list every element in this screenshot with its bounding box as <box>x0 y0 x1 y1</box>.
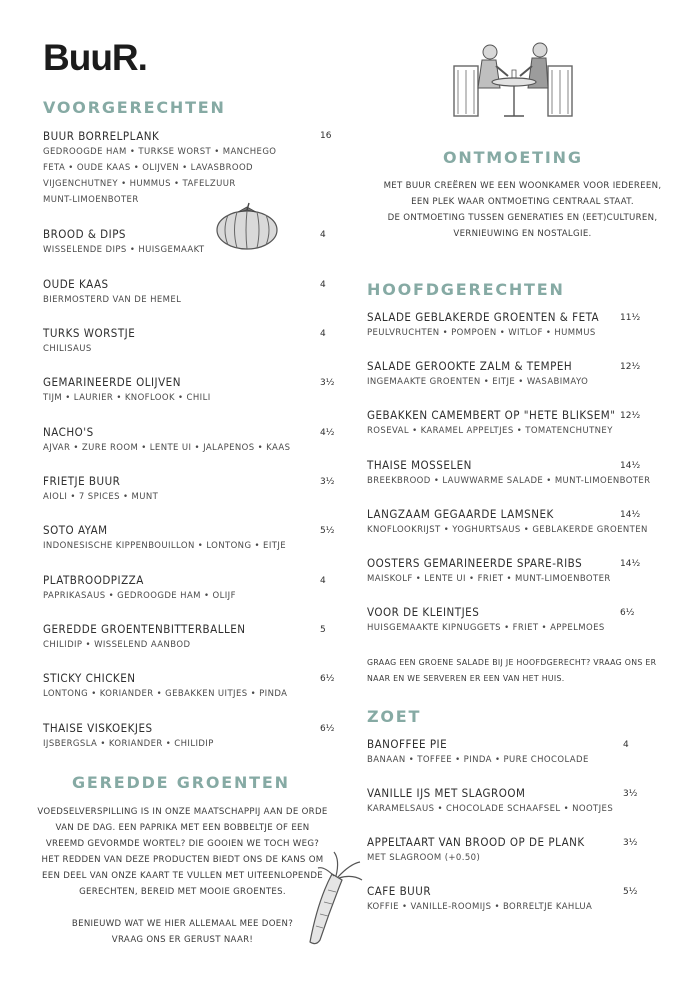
item-name: GEMARINEERDE OLIJVEN <box>43 375 181 389</box>
tomato-illustration <box>214 201 280 251</box>
note-line: GRAAG EEN GROENE SALADE BIJ JE HOOFDGERECHT? VRAAG ONS ER <box>367 658 657 667</box>
item-desc: BIERMOSTERD VAN DE HEMEL <box>43 295 182 305</box>
item-price: 3½ <box>320 477 335 487</box>
item-desc: GEDROOGDE HAM • TURKSE WORST • MANCHEGO <box>43 147 277 157</box>
text-line: VRAAG ONS ER GERUST NAAR! <box>111 935 254 945</box>
menu-item <box>43 276 343 308</box>
item-name: BANOFFEE PIE <box>367 737 448 751</box>
section-title-voorgerechten: VOORGERECHTEN <box>43 98 226 117</box>
item-price: 14½ <box>620 461 641 471</box>
item-price: 4 <box>320 576 326 586</box>
menu-item <box>43 374 343 406</box>
menu-item <box>367 785 667 817</box>
menu-item <box>43 720 343 752</box>
menu-item <box>43 325 343 357</box>
menu-item <box>43 473 343 505</box>
item-name: TURKS WORSTJE <box>43 326 136 340</box>
item-price: 4 <box>320 329 326 339</box>
item-price: 14½ <box>620 510 641 520</box>
menu-item <box>43 424 343 456</box>
text-line: GERECHTEN, BEREID MET MOOIE GROENTES. <box>79 887 286 897</box>
item-price: 6½ <box>320 674 335 684</box>
item-desc: FETA • OUDE KAAS • OLIJVEN • LAVASBROOD <box>43 163 254 173</box>
item-desc: WISSELENDE DIPS • HUISGEMAAKT <box>43 245 205 255</box>
item-name: BUUR BORRELPLANK <box>43 129 160 143</box>
item-desc: AIOLI • 7 SPICES • MUNT <box>43 492 159 502</box>
text-line: DE ONTMOETING TUSSEN GENERATIES EN (EET)CULTUREN, <box>387 213 658 223</box>
item-name: SALADE GEROOKTE ZALM & TEMPEH <box>367 359 573 373</box>
menu-item <box>43 572 343 604</box>
item-desc: PAPRIKASAUS • GEDROOGDE HAM • OLIJF <box>43 591 236 601</box>
item-name: PLATBROODPIZZA <box>43 573 144 587</box>
item-desc: PEULVRUCHTEN • POMPOEN • WITLOF • HUMMUS <box>367 328 596 338</box>
item-name: OUDE KAAS <box>43 277 109 291</box>
text-line: VREEMD GEVORMDE WORTEL? DIE GOOIEN WE TOCH WEG? <box>45 839 320 849</box>
menu-item <box>43 128 343 208</box>
item-desc: INGEMAAKTE GROENTEN • EITJE • WASABIMAYO <box>367 377 589 387</box>
item-price: 14½ <box>620 559 641 569</box>
item-price: 4 <box>623 740 629 750</box>
item-name: SALADE GEBLAKERDE GROENTEN & FETA <box>367 310 600 324</box>
carrot-illustration <box>288 850 364 950</box>
item-price: 12½ <box>620 411 641 421</box>
item-price: 4 <box>320 280 326 290</box>
text-line: VAN DE DAG. EEN PAPRIKA MET EEN BOBBELTJE OF EEN <box>55 823 310 833</box>
item-desc: MAISKOLF • LENTE UI • FRIET • MUNT-LIMOENBOTER <box>367 574 611 584</box>
menu-item <box>367 736 667 768</box>
item-name: NACHO'S <box>43 425 94 439</box>
text-line: EEN DEEL VAN ONZE KAART TE VULLEN MET UITEENLOPENDE <box>42 871 323 881</box>
item-desc: BREEKBROOD • LAUWWARME SALADE • MUNT-LIMOENBOTER <box>367 476 651 486</box>
item-desc: CHILIDIP • WISSELEND AANBOD <box>43 640 191 650</box>
text-line: HET REDDEN VAN DEZE PRODUCTEN BIEDT ONS DE KANS OM <box>41 855 324 865</box>
section-title-zoet: ZOET <box>367 707 422 726</box>
item-name: GEREDDE GROENTENBITTERBALLEN <box>43 622 246 636</box>
item-name: BROOD & DIPS <box>43 227 127 241</box>
menu-item <box>367 834 667 866</box>
item-price: 12½ <box>620 362 641 372</box>
item-desc: MUNT-LIMOENBOTER <box>43 195 139 205</box>
item-name: CAFE BUUR <box>367 884 432 898</box>
item-desc: KARAMELSAUS • CHOCOLADE SCHAAFSEL • NOOTJES <box>367 804 614 814</box>
menu-item <box>43 226 343 258</box>
text-line: VOEDSELVERSPILLING IS IN ONZE MAATSCHAPPIJ AAN DE ORDE <box>37 807 328 817</box>
menu-item <box>43 670 343 702</box>
item-price: 3½ <box>320 378 335 388</box>
item-price: 6½ <box>620 608 635 618</box>
note-line: NAAR EN WE SERVEREN ER EEN VAN HET HUIS. <box>367 674 565 683</box>
item-price: 4 <box>320 230 326 240</box>
item-desc: TIJM • LAURIER • KNOFLOOK • CHILI <box>43 393 211 403</box>
item-price: 16 <box>320 131 332 141</box>
ontmoeting-text <box>350 178 695 242</box>
item-name: THAISE VISKOEKJES <box>43 721 153 735</box>
item-desc: VIJGENCHUTNEY • HUMMUS • TAFELZUUR <box>43 179 236 189</box>
text-line: EEN PLEK WAAR ONTMOETING CENTRAAL STAAT. <box>411 197 634 207</box>
item-desc: KOFFIE • VANILLE-ROOMIJS • BORRELTJE KAHLUA <box>367 902 593 912</box>
logo: BuuR. <box>43 37 147 78</box>
item-name: APPELTAART VAN BROOD OP DE PLANK <box>367 835 585 849</box>
item-name: THAISE MOSSELEN <box>367 458 472 472</box>
item-desc: BANAAN • TOFFEE • PINDA • PURE CHOCOLADE <box>367 755 589 765</box>
text-line: BENIEUWD WAT WE HIER ALLEMAAL MEE DOEN? <box>71 919 294 929</box>
item-desc: CHILISAUS <box>43 344 92 354</box>
item-price: 6½ <box>320 724 335 734</box>
item-desc: LONTONG • KORIANDER • GEBAKKEN UITJES • PINDA <box>43 689 288 699</box>
item-desc: MET SLAGROOM (+0.50) <box>367 853 481 863</box>
item-name: OOSTERS GEMARINEERDE SPARE-RIBS <box>367 556 583 570</box>
item-price: 4½ <box>320 428 335 438</box>
item-desc: INDONESISCHE KIPPENBOUILLON • LONTONG • EITJE <box>43 541 286 551</box>
people-at-table-illustration <box>448 40 578 120</box>
item-name: SOTO AYAM <box>43 523 108 537</box>
section-title-ontmoeting: ONTMOETING <box>443 148 583 167</box>
section-title-hoofdgerechten: HOOFDGERECHTEN <box>367 280 565 299</box>
item-desc: KNOFLOOKRIJST • YOGHURTSAUS • GEBLAKERDE GROENTEN <box>367 525 648 535</box>
item-price: 3½ <box>623 789 638 799</box>
item-name: GEBAKKEN CAMEMBERT OP "HETE BLIKSEM" <box>367 408 616 422</box>
item-price: 5½ <box>320 526 335 536</box>
menu-item <box>43 522 343 554</box>
text-line: MET BUUR CREËREN WE EEN WOONKAMER VOOR IEDEREEN, <box>383 181 662 191</box>
menu-item <box>367 883 667 915</box>
item-name: VOOR DE KLEINTJES <box>367 605 480 619</box>
salad-note <box>367 655 697 687</box>
item-desc: HUISGEMAAKTE KIPNUGGETS • FRIET • APPELMOES <box>367 623 605 633</box>
item-desc: ROSEVAL • KARAMEL APPELTJES • TOMATENCHUTNEY <box>367 426 613 436</box>
menu-item <box>43 621 343 653</box>
item-price: 11½ <box>620 313 641 323</box>
item-name: VANILLE IJS MET SLAGROOM <box>367 786 526 800</box>
item-name: LANGZAAM GEGAARDE LAMSNEK <box>367 507 554 521</box>
item-desc: IJSBERGSLA • KORIANDER • CHILIDIP <box>43 739 214 749</box>
text-line: VERNIEUWING EN NOSTALGIE. <box>453 229 592 239</box>
item-price: 5 <box>320 625 326 635</box>
item-price: 5½ <box>623 887 638 897</box>
section-title-geredde-groenten: GEREDDE GROENTEN <box>72 773 290 792</box>
item-desc: AJVAR • ZURE ROOM • LENTE UI • JALAPENOS • KAAS <box>43 443 291 453</box>
item-price: 3½ <box>623 838 638 848</box>
item-name: FRIETJE BUUR <box>43 474 121 488</box>
item-name: STICKY CHICKEN <box>43 671 136 685</box>
